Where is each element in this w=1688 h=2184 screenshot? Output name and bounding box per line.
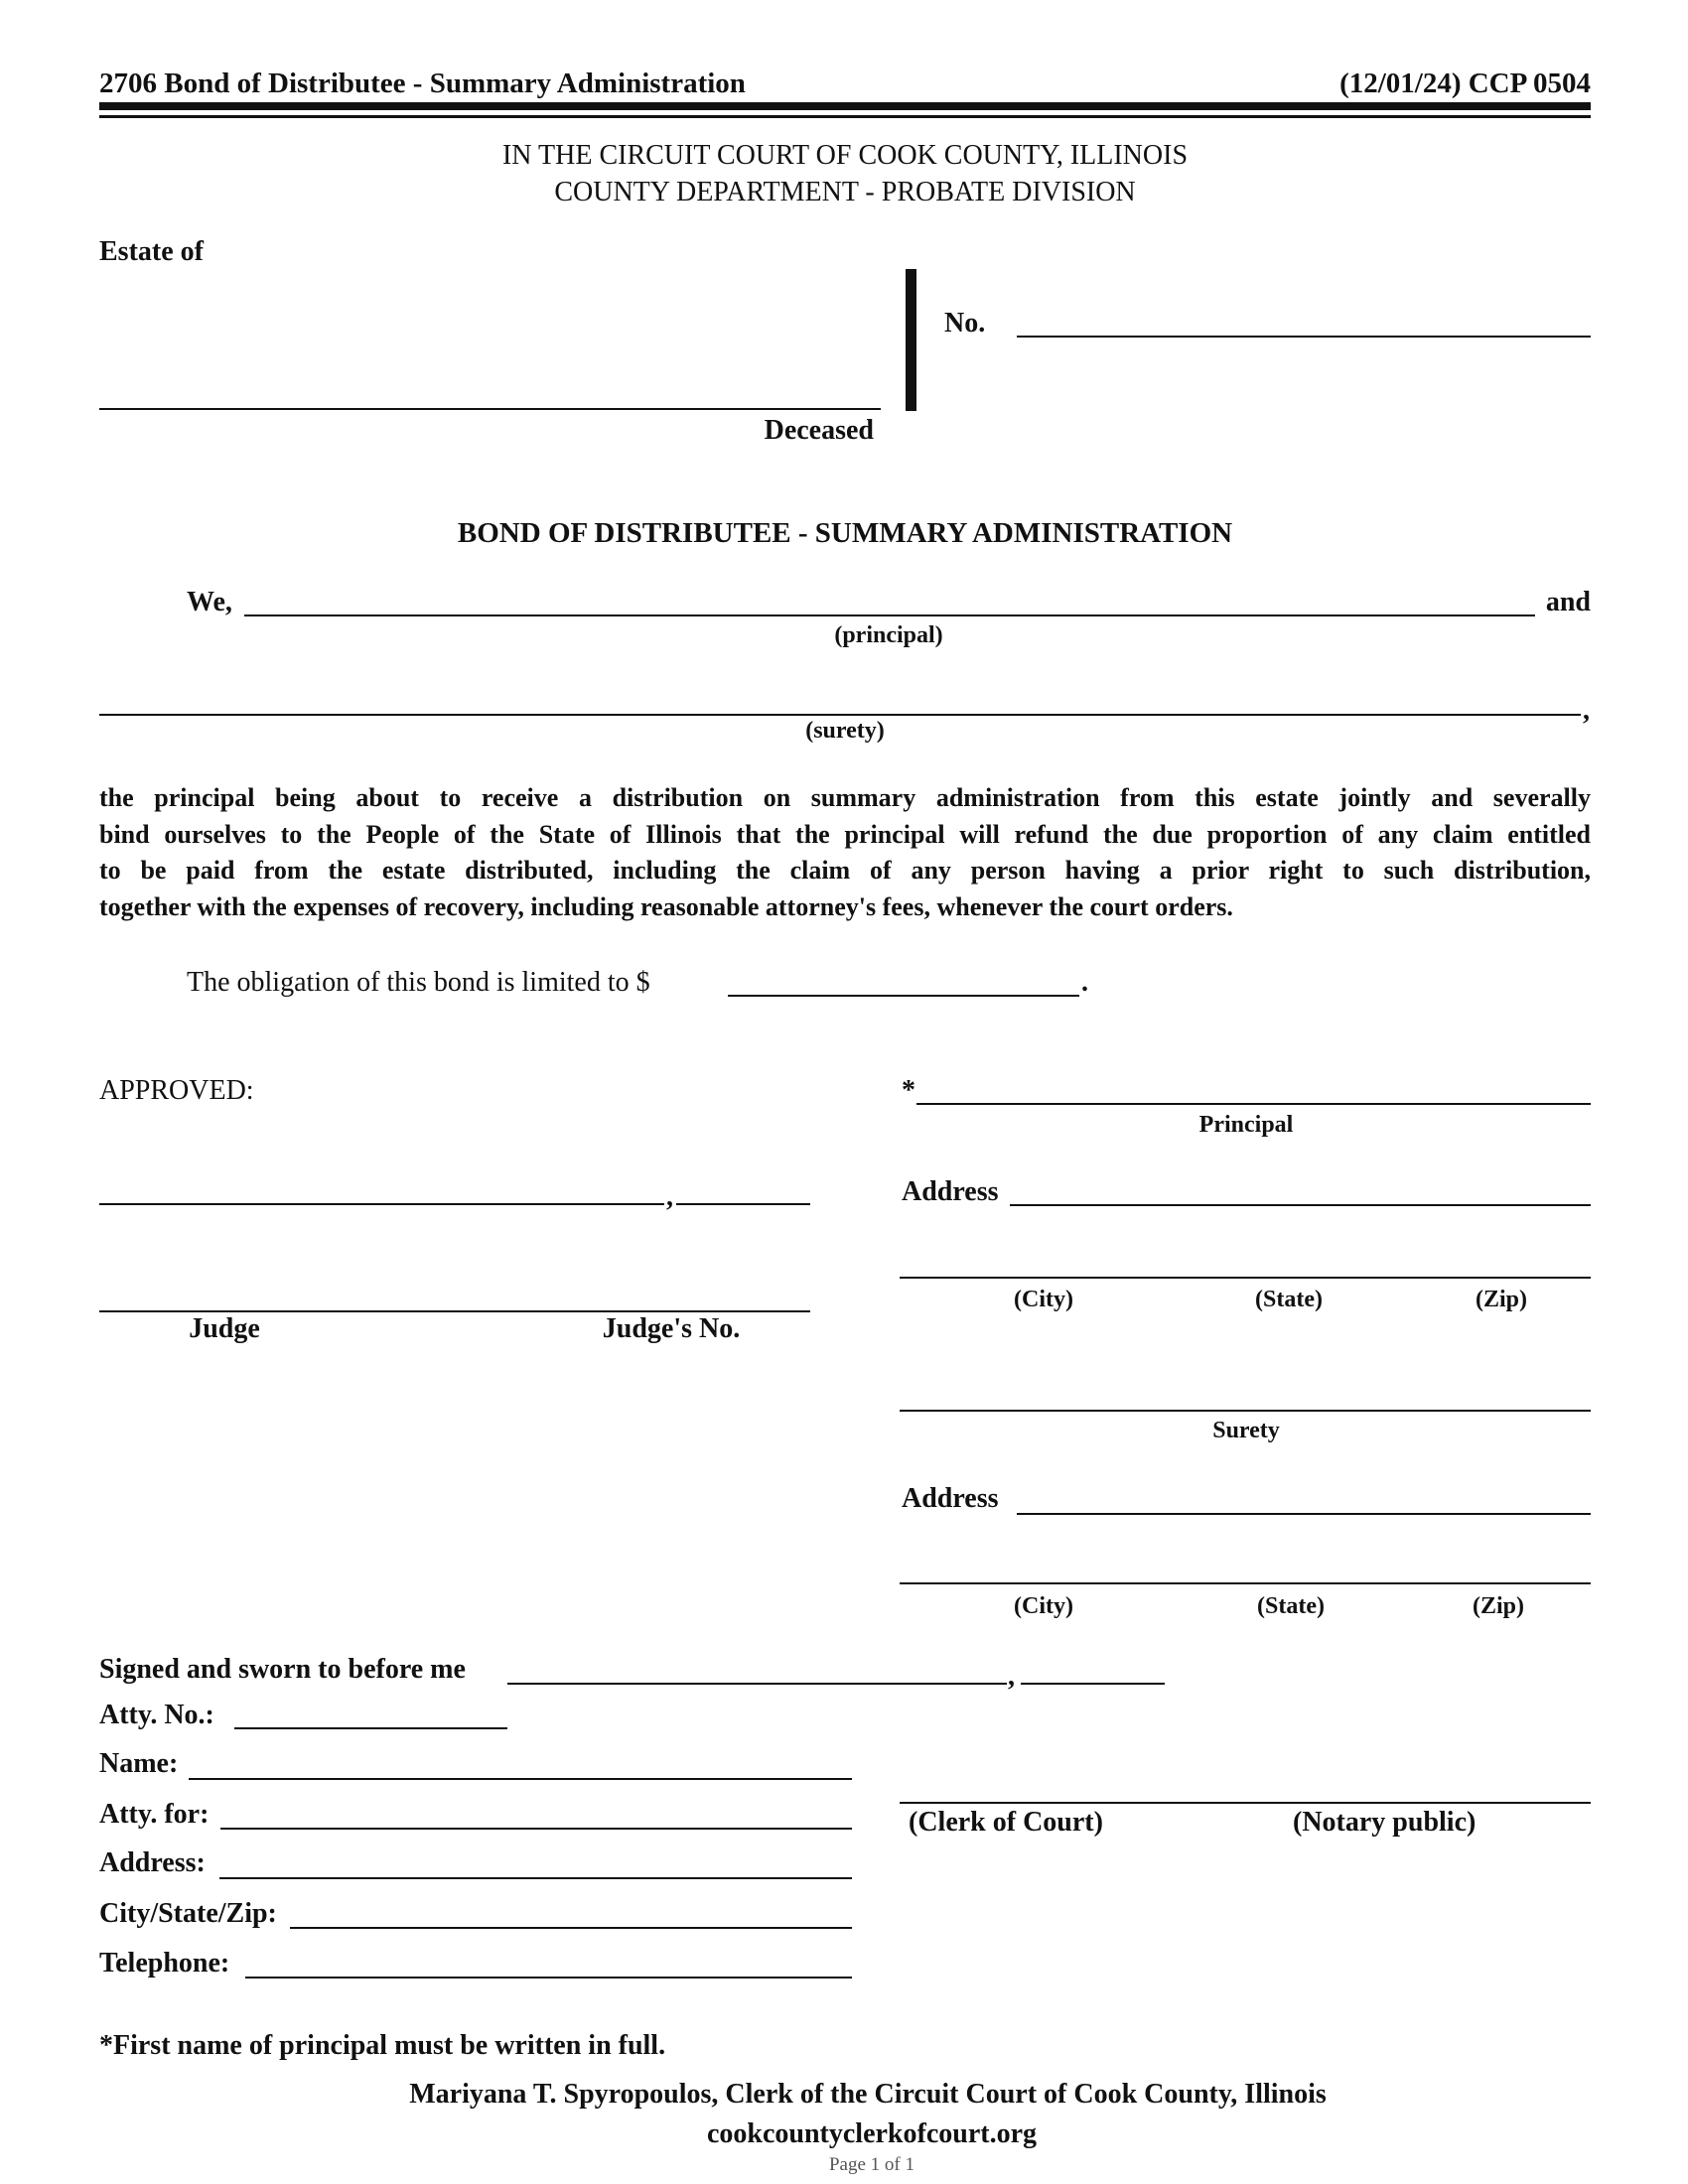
- clerk-website: cookcountyclerkofcourt.org: [706, 2118, 1038, 2149]
- asterisk: *: [902, 1075, 915, 1106]
- principal-city-state-zip-field[interactable]: [900, 1277, 1591, 1279]
- surety-state-caption: (State): [1257, 1593, 1325, 1619]
- principal-address-label: Address: [902, 1176, 999, 1207]
- surety-city-state-zip-field[interactable]: [900, 1582, 1591, 1584]
- body-line: bind ourselves to the People of the State of Illinois that the principal will refund the due proportion of any claim entitled: [99, 819, 1591, 849]
- obligation-period: .: [1081, 967, 1088, 998]
- principal-signature-field[interactable]: [916, 1103, 1591, 1105]
- surety-city-caption: (City): [1014, 1593, 1073, 1619]
- notary-public-caption: (Notary public): [1293, 1807, 1477, 1838]
- approved-label: APPROVED:: [99, 1075, 254, 1106]
- approval-comma: ,: [666, 1181, 673, 1212]
- approval-year-field[interactable]: [676, 1203, 810, 1205]
- sworn-label: Signed and sworn to before me: [99, 1654, 466, 1685]
- principal-name-field[interactable]: [244, 614, 1535, 616]
- surety-comma: ,: [1583, 695, 1590, 726]
- atty-for-field[interactable]: [220, 1828, 852, 1830]
- sworn-comma: ,: [1008, 1661, 1015, 1692]
- sworn-year-field[interactable]: [1021, 1683, 1165, 1685]
- body-line: the principal being about to receive a distribution on summary administration from this estate jointly and severally: [99, 783, 1591, 812]
- page-number: Page 1 of 1: [828, 2154, 915, 2175]
- atty-address-field[interactable]: [219, 1877, 852, 1879]
- judge-signature-field[interactable]: [99, 1310, 810, 1312]
- judge-label: Judge: [189, 1313, 260, 1344]
- deceased-label: Deceased: [764, 415, 874, 446]
- atty-address-label: Address:: [99, 1847, 206, 1878]
- surety-label: Surety: [1212, 1418, 1280, 1443]
- clerk-attribution: Mariyana T. Spyropoulos, Clerk of the Circuit Court of Cook County, Illinois: [409, 2079, 1327, 2110]
- court-division: COUNTY DEPARTMENT - PROBATE DIVISION: [554, 177, 1136, 207]
- form-title: 2706 Bond of Distributee - Summary Administration: [99, 68, 746, 99]
- clerk-of-court-caption: (Clerk of Court): [909, 1807, 1103, 1838]
- atty-name-field[interactable]: [189, 1778, 852, 1780]
- principal-label: Principal: [1198, 1112, 1294, 1138]
- principal-caption: (principal): [834, 622, 943, 648]
- sworn-date-field[interactable]: [507, 1683, 1007, 1685]
- footnote: *First name of principal must be written in full.: [99, 2030, 666, 2061]
- principal-state-caption: (State): [1255, 1287, 1323, 1312]
- court-name: IN THE CIRCUIT COURT OF COOK COUNTY, ILLINOIS: [501, 140, 1189, 171]
- case-number-field[interactable]: [1017, 336, 1591, 338]
- atty-city-state-zip-label: City/State/Zip:: [99, 1898, 277, 1929]
- surety-signature-field[interactable]: [900, 1410, 1591, 1412]
- judge-no-label: Judge's No.: [602, 1313, 741, 1344]
- approval-date-field[interactable]: [99, 1203, 664, 1205]
- header-rule-thin: [99, 115, 1591, 118]
- we-label: We,: [187, 587, 232, 617]
- clerk-notary-signature-field[interactable]: [900, 1802, 1591, 1804]
- principal-address-field[interactable]: [1010, 1204, 1591, 1206]
- obligation-label: The obligation of this bond is limited to $: [187, 967, 650, 998]
- form-code: (12/01/24) CCP 0504: [1339, 68, 1591, 99]
- document-title: BOND OF DISTRIBUTEE - SUMMARY ADMINISTRATION: [457, 517, 1233, 549]
- case-no-label: No.: [944, 308, 986, 339]
- surety-caption: (surety): [805, 718, 885, 744]
- obligation-amount-field[interactable]: [728, 995, 1079, 997]
- atty-city-state-zip-field[interactable]: [290, 1927, 852, 1929]
- bond-body-paragraph: [99, 780, 1591, 925]
- principal-city-caption: (City): [1014, 1287, 1073, 1312]
- atty-for-label: Atty. for:: [99, 1799, 210, 1830]
- atty-no-field[interactable]: [234, 1727, 507, 1729]
- body-line: to be paid from the estate distributed, including the claim of any person having a prior right to such distribution,: [99, 856, 1591, 885]
- surety-zip-caption: (Zip): [1472, 1593, 1525, 1619]
- surety-address-label: Address: [902, 1483, 999, 1514]
- body-line: together with the expenses of recovery, including reasonable attorney's fees, whenever the court orders.: [99, 891, 1233, 921]
- atty-telephone-field[interactable]: [245, 1977, 852, 1979]
- atty-no-label: Atty. No.:: [99, 1700, 214, 1730]
- principal-zip-caption: (Zip): [1475, 1287, 1528, 1312]
- caption-divider: [906, 269, 916, 411]
- and-label: and: [1545, 587, 1591, 617]
- decedent-name-field[interactable]: [99, 408, 881, 410]
- atty-name-label: Name:: [99, 1748, 179, 1779]
- atty-telephone-label: Telephone:: [99, 1948, 230, 1979]
- estate-of-label: Estate of: [99, 236, 204, 267]
- header-rule-thick: [99, 102, 1591, 110]
- surety-address-field[interactable]: [1017, 1513, 1591, 1515]
